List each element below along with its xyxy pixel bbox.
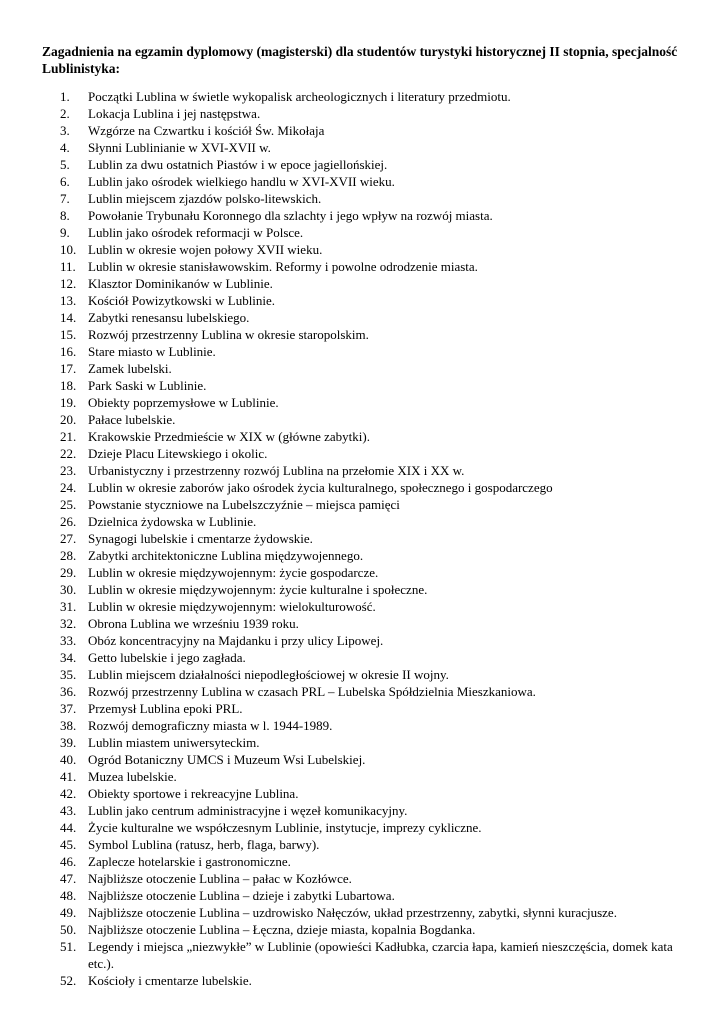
item-text: Lublin miastem uniwersyteckim. <box>88 735 260 750</box>
item-text: Najbliższe otoczenie Lublina – pałac w Kozłówce. <box>88 871 352 886</box>
item-text: Rozwój przestrzenny Lublina w czasach PRL – Lubelska Spółdzielnia Mieszkaniowa. <box>88 684 536 699</box>
list-item <box>0 173 724 190</box>
item-number: 34. <box>60 650 77 665</box>
item-text: Legendy i miejsca „niezwykłe” w Lublinie (opowieści Kadłubka, czarcia łapa, kamień nieszczęścia, domek kata etc.). <box>88 939 673 971</box>
list-item <box>0 275 724 292</box>
item-number: 45. <box>60 837 77 852</box>
item-text: Urbanistyczny i przestrzenny rozwój Lublina na przełomie XIX i XX w. <box>88 463 465 478</box>
item-number: 35. <box>60 667 77 682</box>
item-number: 52. <box>60 973 77 988</box>
item-text: Najbliższe otoczenie Lublina – Łęczna, dzieje miasta, kopalnia Bogdanka. <box>88 922 476 937</box>
item-number: 9. <box>60 225 70 240</box>
list-item <box>0 615 724 632</box>
list-item <box>0 904 724 921</box>
item-number: 21. <box>60 429 77 444</box>
item-text: Lublin jako ośrodek wielkiego handlu w XVI-XVII wieku. <box>88 174 395 189</box>
item-number: 32. <box>60 616 77 631</box>
list-item <box>0 394 724 411</box>
list-item <box>0 870 724 887</box>
item-number: 1. <box>60 89 70 104</box>
list-item <box>0 513 724 530</box>
item-number: 13. <box>60 293 77 308</box>
item-text: Dzieje Placu Litewskiego i okolic. <box>88 446 268 461</box>
item-text: Lublin miejscem zjazdów polsko-litewskich. <box>88 191 322 206</box>
list-item <box>0 547 724 564</box>
item-text: Obiekty sportowe i rekreacyjne Lublina. <box>88 786 299 801</box>
item-number: 8. <box>60 208 70 223</box>
list-item <box>0 190 724 207</box>
item-text: Muzea lubelskie. <box>88 769 177 784</box>
list-item <box>0 360 724 377</box>
list-item <box>0 581 724 598</box>
item-text: Słynni Lublinianie w XVI-XVII w. <box>88 140 271 155</box>
list-item <box>0 88 724 105</box>
list-item <box>0 105 724 122</box>
list-item <box>0 836 724 853</box>
item-text: Kościół Powizytkowski w Lublinie. <box>88 293 276 308</box>
item-text: Dzielnica żydowska w Lublinie. <box>88 514 257 529</box>
item-number: 7. <box>60 191 70 206</box>
list-item <box>0 683 724 700</box>
topic-list <box>0 88 724 989</box>
item-text: Zabytki renesansu lubelskiego. <box>88 310 250 325</box>
item-text: Lublin miejscem działalności niepodległościowej w okresie II wojny. <box>88 667 449 682</box>
item-number: 47. <box>60 871 77 886</box>
item-number: 41. <box>60 769 77 784</box>
item-text: Przemysł Lublina epoki PRL. <box>88 701 243 716</box>
item-text: Lublin w okresie zaborów jako ośrodek życia kulturalnego, społecznego i gospodarczego <box>88 480 553 495</box>
list-item <box>0 377 724 394</box>
item-number: 12. <box>60 276 77 291</box>
list-item <box>0 258 724 275</box>
list-item <box>0 309 724 326</box>
item-number: 37. <box>60 701 77 716</box>
item-number: 42. <box>60 786 77 801</box>
item-text: Obóz koncentracyjny na Majdanku i przy ulicy Lipowej. <box>88 633 384 648</box>
list-item <box>0 785 724 802</box>
item-number: 46. <box>60 854 77 869</box>
list-item <box>0 632 724 649</box>
list-item <box>0 853 724 870</box>
item-text: Getto lubelskie i jego zagłada. <box>88 650 246 665</box>
list-item <box>0 479 724 496</box>
item-text: Ogród Botaniczny UMCS i Muzeum Wsi Lubelskiej. <box>88 752 366 767</box>
item-number: 28. <box>60 548 77 563</box>
list-item <box>0 292 724 309</box>
item-text: Park Saski w Lublinie. <box>88 378 207 393</box>
list-item <box>0 122 724 139</box>
item-text: Lublin w okresie stanisławowskim. Reformy i powolne odrodzenie miasta. <box>88 259 478 274</box>
item-text: Lublin jako centrum administracyjne i węzeł komunikacyjny. <box>88 803 408 818</box>
list-item <box>0 343 724 360</box>
list-item <box>0 972 724 989</box>
item-text: Najbliższe otoczenie Lublina – dzieje i zabytki Lubartowa. <box>88 888 395 903</box>
item-number: 22. <box>60 446 77 461</box>
item-text: Kościoły i cmentarze lubelskie. <box>88 973 252 988</box>
list-item <box>0 819 724 836</box>
item-text: Obiekty poprzemysłowe w Lublinie. <box>88 395 279 410</box>
list-item <box>0 887 724 904</box>
item-number: 26. <box>60 514 77 529</box>
item-text: Zabytki architektoniczne Lublina międzywojennego. <box>88 548 364 563</box>
item-text: Klasztor Dominikanów w Lublinie. <box>88 276 273 291</box>
item-number: 36. <box>60 684 77 699</box>
item-text: Obrona Lublina we wrześniu 1939 roku. <box>88 616 299 631</box>
item-text: Synagogi lubelskie i cmentarze żydowskie. <box>88 531 313 546</box>
list-item <box>0 139 724 156</box>
list-item <box>0 921 724 938</box>
item-number: 29. <box>60 565 77 580</box>
list-item <box>0 411 724 428</box>
list-item <box>0 241 724 258</box>
item-text: Powstanie styczniowe na Lubelszczyźnie – miejsca pamięci <box>88 497 400 512</box>
item-text: Krakowskie Przedmieście w XIX w (główne zabytki). <box>88 429 370 444</box>
item-number: 20. <box>60 412 77 427</box>
item-text: Lublin w okresie międzywojennym: życie gospodarcze. <box>88 565 379 580</box>
item-number: 39. <box>60 735 77 750</box>
list-item <box>0 326 724 343</box>
item-number: 30. <box>60 582 77 597</box>
list-item <box>0 751 724 768</box>
item-text: Rozwój przestrzenny Lublina w okresie staropolskim. <box>88 327 369 342</box>
item-text: Początki Lublina w świetle wykopalisk archeologicznych i literatury przedmiotu. <box>88 89 511 104</box>
item-number: 27. <box>60 531 77 546</box>
list-item <box>0 700 724 717</box>
item-text: Najbliższe otoczenie Lublina – uzdrowisko Nałęczów, układ przestrzenny, zabytki, słynni kuracjusze. <box>88 905 617 920</box>
list-item <box>0 717 724 734</box>
list-item <box>0 598 724 615</box>
list-item <box>0 428 724 445</box>
list-item <box>0 564 724 581</box>
list-item <box>0 666 724 683</box>
item-number: 50. <box>60 922 77 937</box>
item-number: 40. <box>60 752 77 767</box>
item-number: 31. <box>60 599 77 614</box>
item-number: 38. <box>60 718 77 733</box>
item-text: Powołanie Trybunału Koronnego dla szlachty i jego wpływ na rozwój miasta. <box>88 208 493 223</box>
item-number: 16. <box>60 344 77 359</box>
item-number: 51. <box>60 939 77 954</box>
item-number: 14. <box>60 310 77 325</box>
item-number: 44. <box>60 820 77 835</box>
item-text: Lublin w okresie wojen połowy XVII wieku. <box>88 242 323 257</box>
list-item <box>0 462 724 479</box>
item-text: Zamek lubelski. <box>88 361 172 376</box>
list-item <box>0 802 724 819</box>
item-number: 19. <box>60 395 77 410</box>
item-text: Wzgórze na Czwartku i kościół Św. Mikołaja <box>88 123 325 138</box>
list-item <box>0 224 724 241</box>
item-text: Lublin za dwu ostatnich Piastów i w epoce jagiellońskiej. <box>88 157 388 172</box>
item-number: 24. <box>60 480 77 495</box>
item-number: 18. <box>60 378 77 393</box>
item-number: 10. <box>60 242 77 257</box>
item-text: Życie kulturalne we współczesnym Lublinie, instytucje, imprezy cykliczne. <box>88 820 482 835</box>
item-number: 11. <box>60 259 76 274</box>
item-number: 5. <box>60 157 70 172</box>
item-text: Lublin jako ośrodek reformacji w Polsce. <box>88 225 304 240</box>
item-text: Pałace lubelskie. <box>88 412 176 427</box>
list-item <box>0 938 724 972</box>
item-number: 43. <box>60 803 77 818</box>
item-text: Symbol Lublina (ratusz, herb, flaga, barwy). <box>88 837 320 852</box>
list-item <box>0 649 724 666</box>
list-item <box>0 207 724 224</box>
item-number: 17. <box>60 361 77 376</box>
list-item <box>0 768 724 785</box>
item-text: Zaplecze hotelarskie i gastronomiczne. <box>88 854 291 869</box>
item-text: Lokacja Lublina i jej następstwa. <box>88 106 261 121</box>
document-title: Zagadnienia na egzamin dyplomowy (magisterski) dla studentów turystyki historycznej II stopnia, specjalność Lublinistyka: <box>42 44 678 76</box>
item-number: 15. <box>60 327 77 342</box>
item-number: 48. <box>60 888 77 903</box>
item-number: 49. <box>60 905 77 920</box>
item-text: Lublin w okresie międzywojennym: wielokulturowość. <box>88 599 376 614</box>
item-text: Lublin w okresie międzywojennym: życie kulturalne i społeczne. <box>88 582 428 597</box>
item-number: 2. <box>60 106 70 121</box>
item-number: 33. <box>60 633 77 648</box>
item-number: 6. <box>60 174 70 189</box>
list-item <box>0 496 724 513</box>
list-item <box>0 445 724 462</box>
item-number: 4. <box>60 140 70 155</box>
item-text: Rozwój demograficzny miasta w l. 1944-1989. <box>88 718 333 733</box>
list-item <box>0 734 724 751</box>
item-number: 25. <box>60 497 77 512</box>
list-item <box>0 156 724 173</box>
item-number: 3. <box>60 123 70 138</box>
item-number: 23. <box>60 463 77 478</box>
item-text: Stare miasto w Lublinie. <box>88 344 216 359</box>
list-item <box>0 530 724 547</box>
